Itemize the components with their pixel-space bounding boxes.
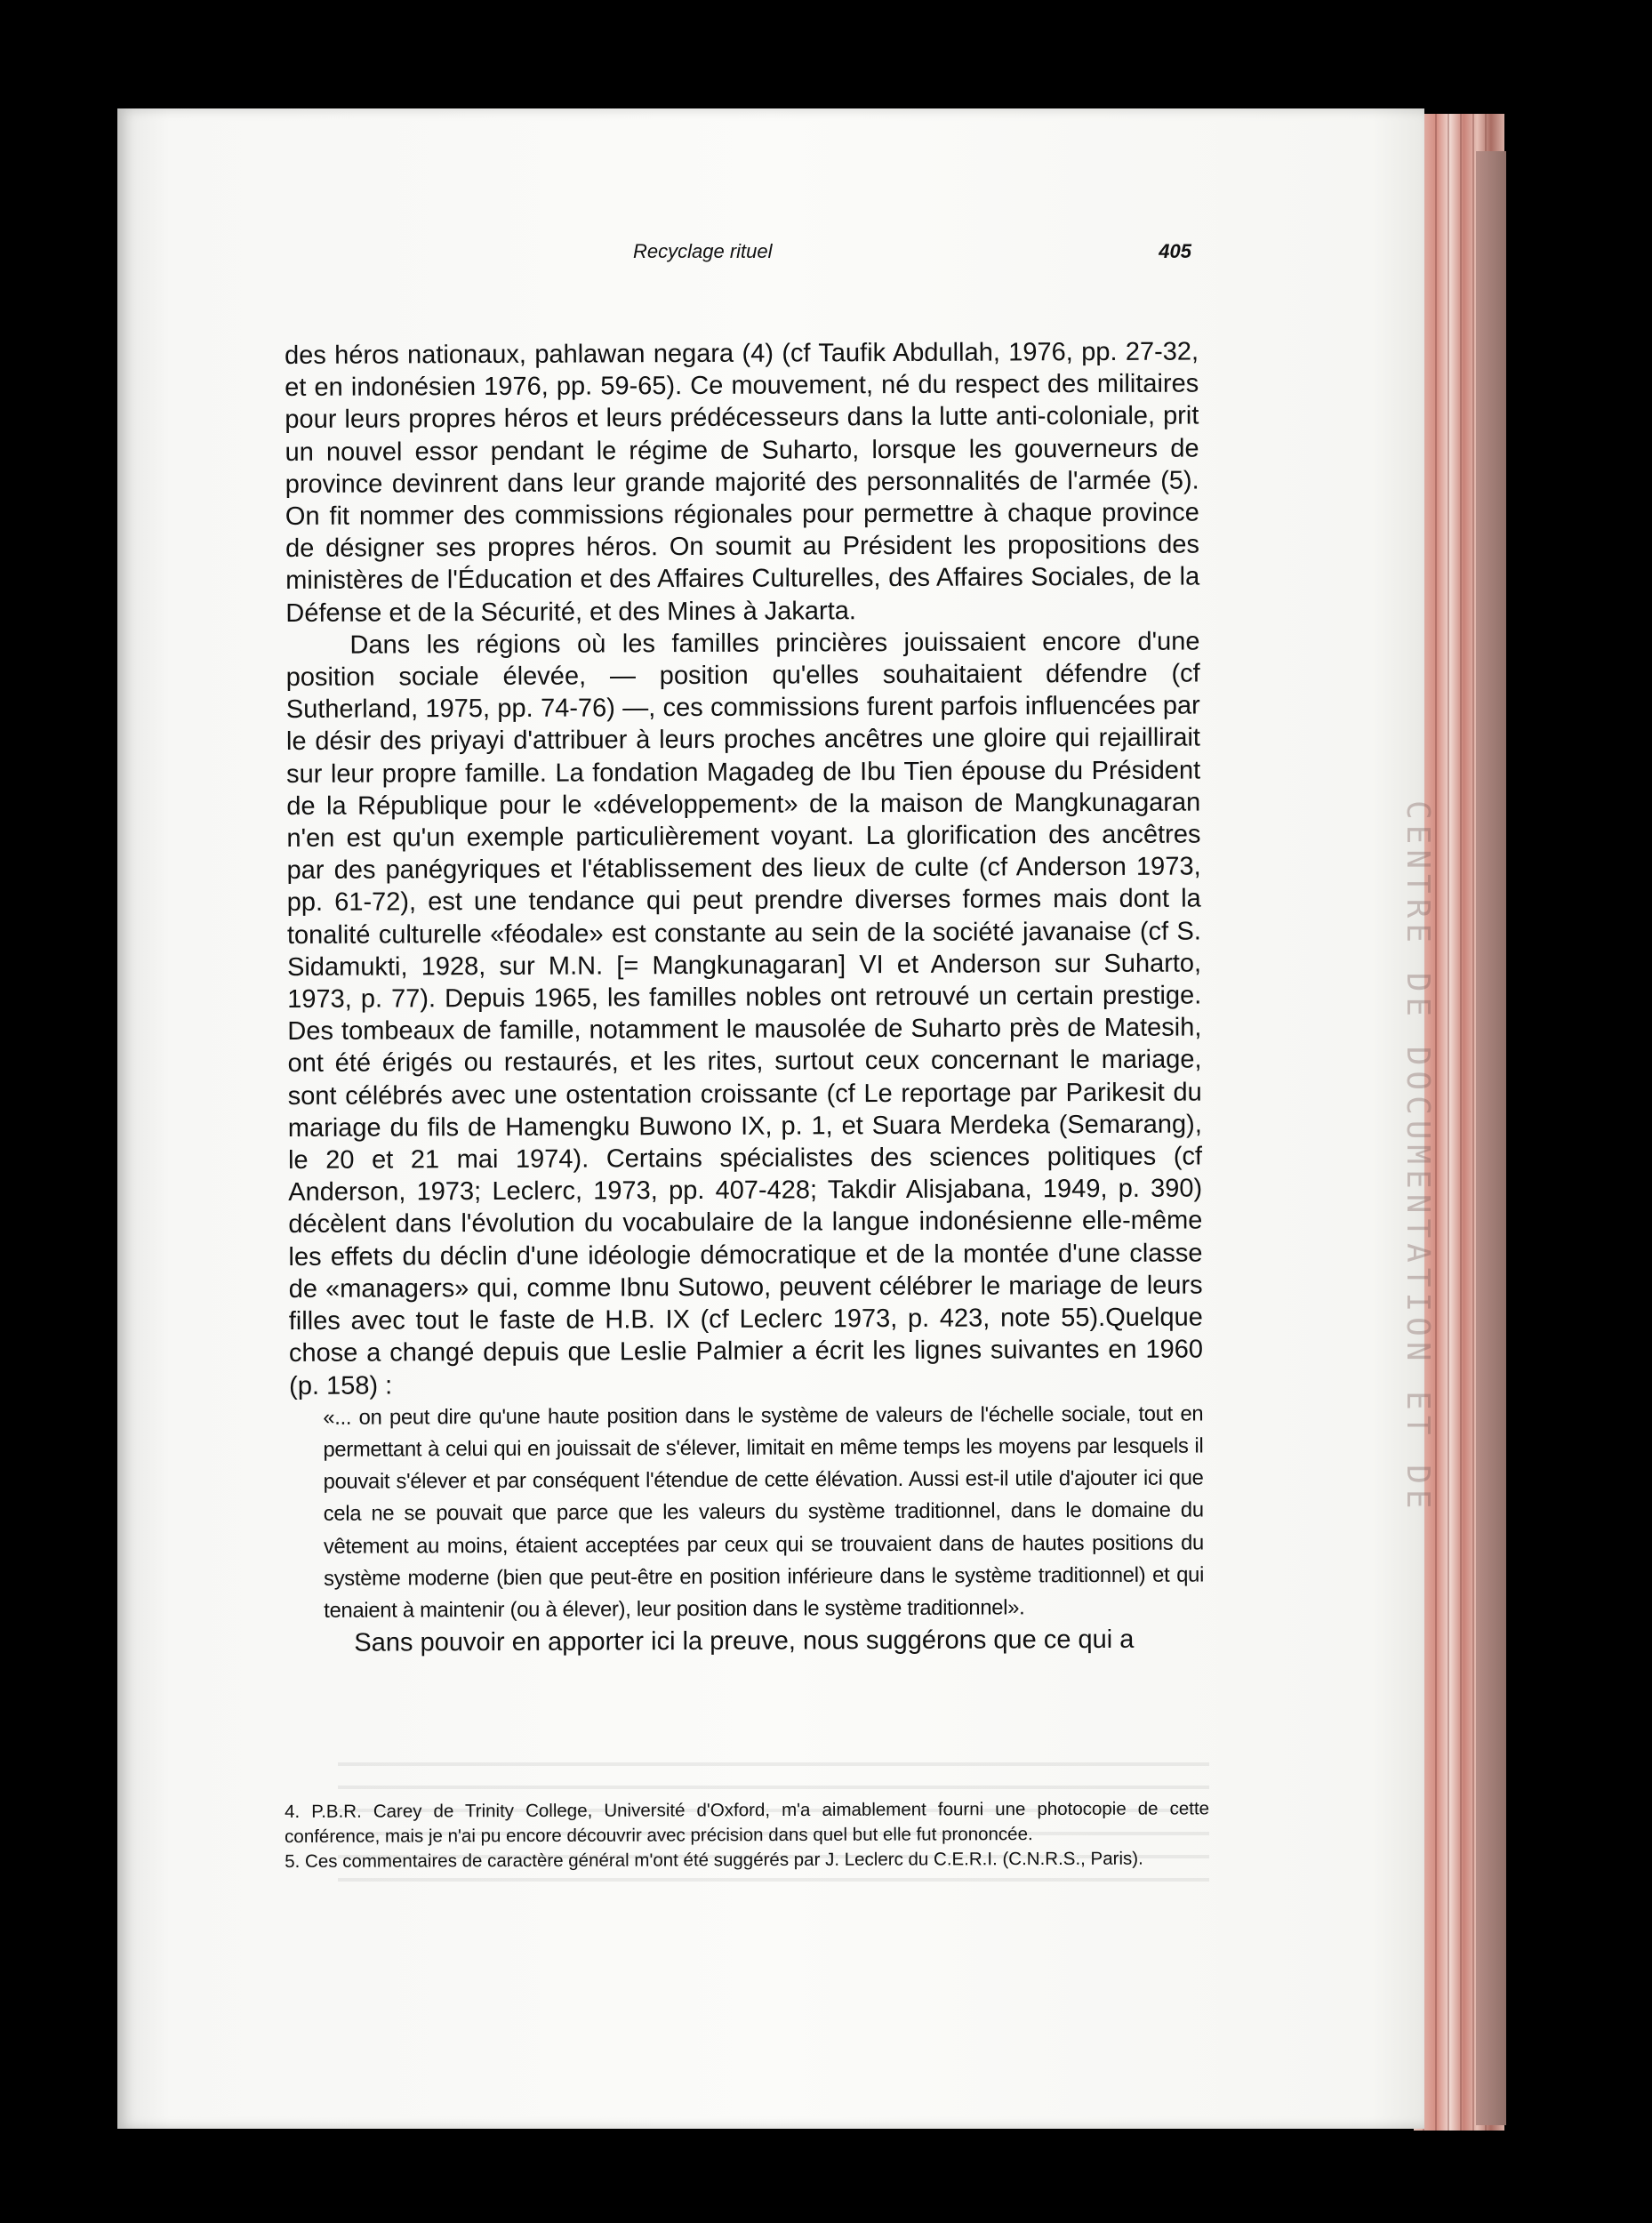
footnote-4: 4. P.B.R. Carey de Trinity College, Université d'Oxford, m'a aimablement fourni une photocopie de cette conférence, mais je n'ai pu encore découvrir avec précision dans quel but elle fut prononcée. <box>285 1798 1210 1847</box>
block-quote: «... on peut dire qu'une haute position dans le système de valeurs de l'échelle sociale, tout en permettant à celui qui en jouissait de s'élever, limitait en même temps les moyens par lesquels il pouvait s'élever et par conséquent l'étendue de cette élévation. Aussi est-il utile d'ajouter ici que cela ne se pouvait que parce que les valeurs du système traditionnel, dans le domaine du vêtement au moins, étaient acceptées par ceux qui se trouvaient dans de hautes positions du système moderne (bien que peut-être en position inférieure dans le système traditionnel) et qui tenaient à maintenir (ou à élever), leur position dans le système traditionnel». <box>323 1401 1205 1623</box>
paragraph-1: des héros nationaux, pahlawan negara (4) (cf Taufik Abdullah, 1976, pp. 27-32, et en indonésien 1976, pp. 59-65). Ce mouvement, né du respect des militaires pour leurs propres héros et leurs prédécesseurs dans la lutte anti-coloniale, prit un nouvel essor pendant le régime de Suharto, lorsque les gouverneurs de province devinrent dans leur grande majorité des personnalités de l'armée (5). On fit nommer des commissions régionales pour permettre à chaque province de désigner ses propres héros. On soumit au Président les propositions des ministères de l'Éducation et des Affaires Culturelles, des Affaires Sociales, de la Défense et de la Sécurité, et des Mines à Jakarta. <box>285 337 1200 628</box>
paragraph-2: Dans les régions où les familles princières jouissaient encore d'une position sociale élevée, — position qu'elles souhaitaient défendre (cf Sutherland, 1975, pp. 74-76) —, ces commissions furent parfois influencées par le désir des priyayi d'attribuer à leurs proches ancêtres une gloire qui rejaillirait sur leur propre famille. La fondation Magadeg de Ibu Tien épouse du Président de la République pour le «développement» de la maison de Mangkunagaran n'en est qu'un exemple particulièrement voyant. La glorification des ancêtres par des panégyriques et l'établissement des lieux de culte (cf Anderson 1973, pp. 61-72), est une tendance qui peut prendre diverses formes mais dont la tonalité culturelle «féodale» est constante au sein de la société javanaise (cf S. Sidamukti, 1928, sur M.N. [= Mangkunagaran] VI et Anderson sur Suharto, 1973, p. 77). Depuis 1965, les familles nobles ont retrouvé un certain prestige. Des tombeaux de famille, notamment le mausolée de Suharto près de Matesih, ont été érigés ou restaurés, et les rites, surtout ceux concernant le mariage, sont célébrés avec une ostentation croissante (cf Le reportage par Parikesit du mariage du fils de Hamengku Buwono IX, p. 1, et Suara Merdeka (Semarang), le 20 et 21 mai 1974). Certains spécialistes des sciences politiques (cf Anderson, 1973; Leclerc, 1973, pp. 407-428; Takdir Alisjabana, 1949, p. 390) décèlent dans l'évolution du vocabulaire de la langue indonésienne elle-même les effets du déclin d'une idéologie démocratique et de la montée d'une classe de «managers» qui, comme Ibnu Sutowo, peuvent célébrer le mariage de leurs filles avec tout le faste de H.B. IX (cf Leclerc 1973, p. 423, note 55).Quelque chose a changé depuis que Leslie Palmier a écrit les lignes suivantes en 1960 (p. 158) : <box>285 627 1204 1400</box>
footnote-5: 5. Ces commentaires de caractère général m'ont été suggérés par J. Leclerc du C.E.R.I. (C.N.R.S., Paris). <box>285 1848 1143 1872</box>
running-title: Recyclage rituel <box>633 240 773 262</box>
paragraph-3: Sans pouvoir en apporter ici la preuve, nous suggérons que ce qui a <box>354 1625 1135 1657</box>
body-text <box>285 336 1204 1660</box>
page-header <box>285 240 1191 276</box>
spine-bleed-text: CENTRE DE DOCUMENTATION ET DE <box>1399 800 1436 1514</box>
footnotes <box>285 1796 1209 1874</box>
book-cover-edge <box>1476 151 1506 2125</box>
page-number: 405 <box>1159 240 1191 262</box>
